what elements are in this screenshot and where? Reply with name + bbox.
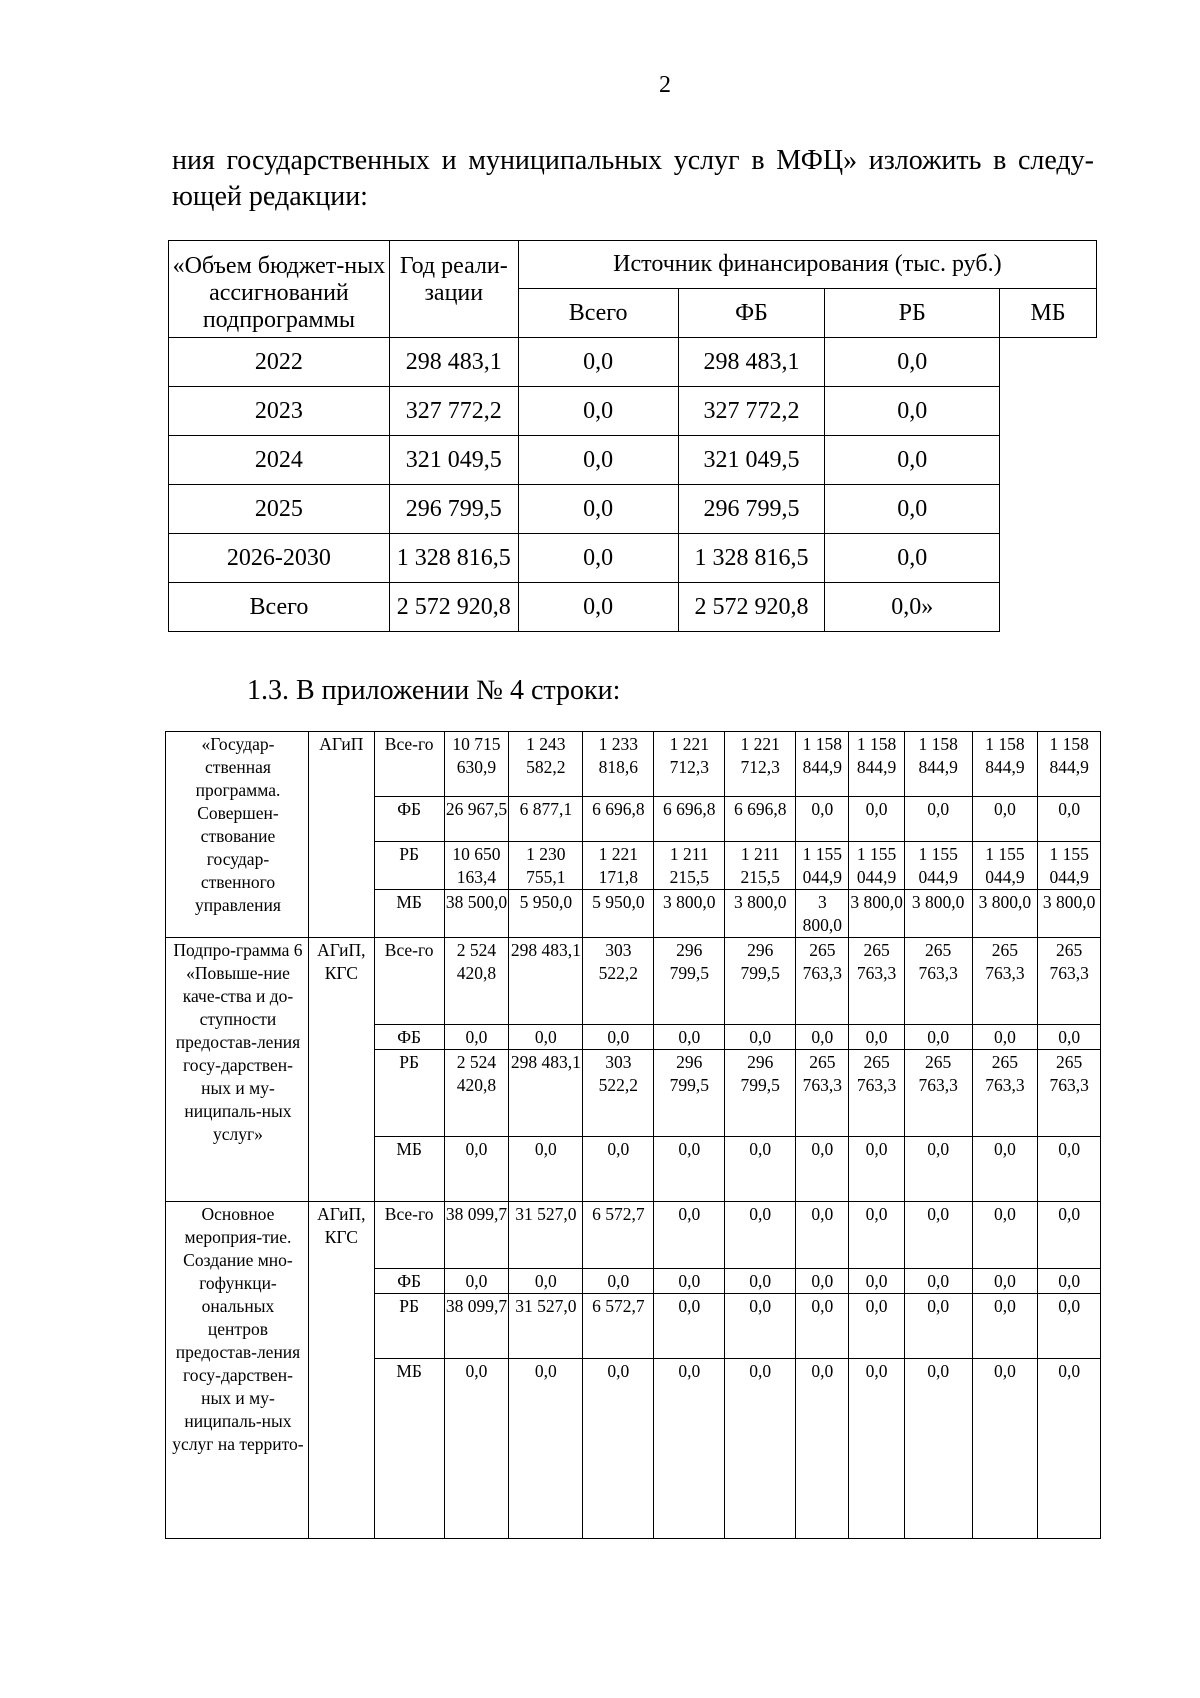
value-cell: 10 650 163,4 xyxy=(444,842,509,890)
value-cell: 0,0 xyxy=(972,1137,1038,1202)
value-cell: 6 572,7 xyxy=(583,1202,654,1269)
program-row xyxy=(166,732,1101,797)
program-name-cell: Подпро-грамма 6 «Повыше-ние каче-ства и до-ступности предостав-ления госу-дарствен-ных и му-ниципаль-ных услуг» xyxy=(166,938,309,1202)
value-cell: 3 800,0 xyxy=(849,890,904,938)
value-cell: 0,0 xyxy=(518,534,678,583)
value-cell: 1 158 844,9 xyxy=(849,732,904,797)
year-cell: 2024 xyxy=(169,436,390,485)
value-cell: 296 799,5 xyxy=(725,938,796,1025)
value-cell: 0,0 xyxy=(849,1025,904,1050)
value-cell: 0,0 xyxy=(1038,1137,1101,1202)
source-label-cell: МБ xyxy=(374,1359,444,1539)
value-cell: 38 099,7 xyxy=(444,1202,509,1269)
value-cell: 0,0 xyxy=(725,1269,796,1294)
value-cell: 3 800,0 xyxy=(972,890,1038,938)
source-label-cell: РБ xyxy=(374,1050,444,1137)
value-cell: 265 763,3 xyxy=(1038,1050,1101,1137)
value-cell: 0,0 xyxy=(796,1202,849,1269)
value-cell: 0,0 xyxy=(904,1025,972,1050)
value-cell: 0,0 xyxy=(825,387,1000,436)
value-cell: 0,0 xyxy=(1038,1202,1101,1269)
value-cell: 0,0 xyxy=(904,1137,972,1202)
value-cell: 0,0 xyxy=(654,1025,725,1050)
value-cell: 0,0 xyxy=(849,1202,904,1269)
value-cell: 1 158 844,9 xyxy=(972,732,1038,797)
value-cell: 0,0 xyxy=(654,1294,725,1359)
source-label-cell: МБ xyxy=(374,1137,444,1202)
value-cell: 1 230 755,1 xyxy=(509,842,583,890)
value-cell: 265 763,3 xyxy=(972,938,1038,1025)
value-cell: 265 763,3 xyxy=(796,1050,849,1137)
value-cell: 0,0 xyxy=(1038,1269,1101,1294)
value-cell: 0,0 xyxy=(518,387,678,436)
value-cell: 0,0 xyxy=(654,1137,725,1202)
source-label-cell: Все-го xyxy=(374,732,444,797)
value-cell: 26 967,5 xyxy=(444,797,509,842)
value-cell: 0,0 xyxy=(849,1294,904,1359)
value-cell: 0,0 xyxy=(972,1359,1038,1539)
value-cell: 298 483,1 xyxy=(509,1050,583,1137)
value-cell: 2 524 420,8 xyxy=(444,1050,509,1137)
executor-cell: АГиП xyxy=(308,732,374,938)
value-cell: 1 221 171,8 xyxy=(583,842,654,890)
year-header-cell: Год реали-зации xyxy=(389,241,518,338)
year-cell: 2025 xyxy=(169,485,390,534)
value-cell: 0,0 xyxy=(825,485,1000,534)
value-cell: 0,0 xyxy=(972,1294,1038,1359)
value-cell: 0,0 xyxy=(725,1137,796,1202)
value-cell: 265 763,3 xyxy=(904,938,972,1025)
budget-row xyxy=(169,387,1097,436)
value-cell: 2 524 420,8 xyxy=(444,938,509,1025)
value-cell: 0,0 xyxy=(725,1359,796,1539)
value-cell: 1 155 044,9 xyxy=(796,842,849,890)
program-row xyxy=(166,1202,1101,1269)
budget-row xyxy=(169,534,1097,583)
value-cell: 0,0 xyxy=(583,1025,654,1050)
value-cell: 0,0 xyxy=(796,797,849,842)
program-name-cell: «Государ-ственная программа. Совершен-ствование государ-ственного управления xyxy=(166,732,309,938)
source-label-cell: Все-го xyxy=(374,1202,444,1269)
value-cell: 327 772,2 xyxy=(678,387,825,436)
value-cell: 0,0 xyxy=(849,797,904,842)
value-cell: 0,0 xyxy=(849,1137,904,1202)
value-cell: 0,0 xyxy=(509,1025,583,1050)
value-cell: 321 049,5 xyxy=(389,436,518,485)
value-cell: 0,0 xyxy=(444,1359,509,1539)
value-cell: 3 800,0 xyxy=(654,890,725,938)
value-cell: 1 221 712,3 xyxy=(725,732,796,797)
value-cell: 303 522,2 xyxy=(583,938,654,1025)
value-cell: 0,0 xyxy=(796,1294,849,1359)
column-header: РБ xyxy=(825,289,1000,338)
value-cell: 1 155 044,9 xyxy=(1038,842,1101,890)
value-cell: 3 800,0 xyxy=(725,890,796,938)
value-cell: 0,0 xyxy=(725,1294,796,1359)
value-cell: 265 763,3 xyxy=(849,938,904,1025)
value-cell: 0,0 xyxy=(444,1025,509,1050)
value-cell: 0,0 xyxy=(972,797,1038,842)
value-cell: 0,0 xyxy=(796,1269,849,1294)
budget-row xyxy=(169,338,1097,387)
value-cell: 10 715 630,9 xyxy=(444,732,509,797)
value-cell: 0,0 xyxy=(654,1269,725,1294)
value-cell: 0,0 xyxy=(972,1025,1038,1050)
value-cell: 321 049,5 xyxy=(678,436,825,485)
value-cell: 1 211 215,5 xyxy=(654,842,725,890)
value-cell: 0,0 xyxy=(509,1359,583,1539)
value-cell: 303 522,2 xyxy=(583,1050,654,1137)
value-cell: 1 155 044,9 xyxy=(904,842,972,890)
value-cell: 2 572 920,8 xyxy=(678,583,825,632)
value-cell: 6 572,7 xyxy=(583,1294,654,1359)
value-cell: 0,0 xyxy=(725,1202,796,1269)
column-header: МБ xyxy=(1000,289,1097,338)
value-cell: 6 696,8 xyxy=(654,797,725,842)
value-cell: 0,0 xyxy=(904,797,972,842)
program-table xyxy=(165,731,1101,1539)
value-cell: 296 799,5 xyxy=(678,485,825,534)
value-cell: 1 158 844,9 xyxy=(1038,732,1101,797)
value-cell: 6 696,8 xyxy=(725,797,796,842)
value-cell: 0,0 xyxy=(849,1269,904,1294)
year-cell: 2023 xyxy=(169,387,390,436)
value-cell: 0,0» xyxy=(825,583,1000,632)
value-cell: 0,0 xyxy=(1038,797,1101,842)
value-cell: 0,0 xyxy=(796,1025,849,1050)
value-cell: 0,0 xyxy=(654,1202,725,1269)
budget-row xyxy=(169,583,1097,632)
value-cell: 38 500,0 xyxy=(444,890,509,938)
value-cell: 1 243 582,2 xyxy=(509,732,583,797)
value-cell: 0,0 xyxy=(825,436,1000,485)
program-name-cell: Основное мероприя-тие. Создание мно-гофункци-ональных центров предостав-ления госу-дарствен-ных и му-ниципаль-ных услуг на террито- xyxy=(166,1202,309,1539)
value-cell: 0,0 xyxy=(904,1359,972,1539)
column-header: Всего xyxy=(518,289,678,338)
row-header-cell: «Объем бюджет-ных ассигнований подпрограммы xyxy=(169,241,390,338)
value-cell: 0,0 xyxy=(444,1269,509,1294)
intro-line: ния государственных и муниципальных услуг в МФЦ» изложить в следу- xyxy=(172,145,1094,176)
source-header-cell: Источник финансирования (тыс. руб.) xyxy=(518,241,1096,289)
value-cell: 265 763,3 xyxy=(972,1050,1038,1137)
value-cell: 1 155 044,9 xyxy=(849,842,904,890)
page-number: 2 xyxy=(659,72,671,98)
value-cell: 3 800,0 xyxy=(796,890,849,938)
value-cell: 6 696,8 xyxy=(583,797,654,842)
year-cell: 2022 xyxy=(169,338,390,387)
value-cell: 0,0 xyxy=(904,1294,972,1359)
value-cell: 0,0 xyxy=(849,1359,904,1539)
source-label-cell: РБ xyxy=(374,842,444,890)
value-cell: 1 211 215,5 xyxy=(725,842,796,890)
value-cell: 296 799,5 xyxy=(654,1050,725,1137)
value-cell: 0,0 xyxy=(796,1137,849,1202)
value-cell: 0,0 xyxy=(825,534,1000,583)
value-cell: 0,0 xyxy=(509,1269,583,1294)
value-cell: 1 328 816,5 xyxy=(678,534,825,583)
value-cell: 0,0 xyxy=(518,338,678,387)
value-cell: 265 763,3 xyxy=(1038,938,1101,1025)
value-cell: 38 099,7 xyxy=(444,1294,509,1359)
year-cell: Всего xyxy=(169,583,390,632)
value-cell: 6 877,1 xyxy=(509,797,583,842)
source-label-cell: ФБ xyxy=(374,1025,444,1050)
value-cell: 0,0 xyxy=(904,1269,972,1294)
value-cell: 0,0 xyxy=(509,1137,583,1202)
value-cell: 298 483,1 xyxy=(389,338,518,387)
value-cell: 296 799,5 xyxy=(654,938,725,1025)
value-cell: 0,0 xyxy=(654,1359,725,1539)
value-cell: 1 233 818,6 xyxy=(583,732,654,797)
value-cell: 0,0 xyxy=(1038,1025,1101,1050)
value-cell: 5 950,0 xyxy=(509,890,583,938)
value-cell: 31 527,0 xyxy=(509,1294,583,1359)
value-cell: 31 527,0 xyxy=(509,1202,583,1269)
value-cell: 0,0 xyxy=(518,485,678,534)
source-label-cell: Все-го xyxy=(374,938,444,1025)
value-cell: 265 763,3 xyxy=(904,1050,972,1137)
value-cell: 296 799,5 xyxy=(725,1050,796,1137)
budget-table xyxy=(168,240,1097,632)
executor-cell: АГиП, КГС xyxy=(308,938,374,1202)
section-heading: 1.3. В приложении № 4 строки: xyxy=(247,675,621,706)
intro-line: ющей редакции: xyxy=(172,181,368,212)
value-cell: 5 950,0 xyxy=(583,890,654,938)
value-cell: 0,0 xyxy=(444,1137,509,1202)
source-label-cell: ФБ xyxy=(374,1269,444,1294)
value-cell: 1 328 816,5 xyxy=(389,534,518,583)
value-cell: 2 572 920,8 xyxy=(389,583,518,632)
value-cell: 0,0 xyxy=(518,583,678,632)
value-cell: 1 155 044,9 xyxy=(972,842,1038,890)
value-cell: 1 158 844,9 xyxy=(796,732,849,797)
value-cell: 265 763,3 xyxy=(796,938,849,1025)
column-header: ФБ xyxy=(678,289,825,338)
budget-row xyxy=(169,436,1097,485)
value-cell: 265 763,3 xyxy=(849,1050,904,1137)
source-label-cell: ФБ xyxy=(374,797,444,842)
source-label-cell: РБ xyxy=(374,1294,444,1359)
year-cell: 2026-2030 xyxy=(169,534,390,583)
value-cell: 1 221 712,3 xyxy=(654,732,725,797)
value-cell: 3 800,0 xyxy=(1038,890,1101,938)
value-cell: 0,0 xyxy=(904,1202,972,1269)
value-cell: 0,0 xyxy=(1038,1294,1101,1359)
value-cell: 0,0 xyxy=(972,1202,1038,1269)
value-cell: 0,0 xyxy=(725,1025,796,1050)
intro-paragraph xyxy=(172,143,1094,215)
value-cell: 0,0 xyxy=(825,338,1000,387)
budget-row xyxy=(169,485,1097,534)
value-cell: 296 799,5 xyxy=(389,485,518,534)
value-cell: 0,0 xyxy=(972,1269,1038,1294)
executor-cell: АГиП, КГС xyxy=(308,1202,374,1539)
source-label-cell: МБ xyxy=(374,890,444,938)
value-cell: 327 772,2 xyxy=(389,387,518,436)
value-cell: 1 158 844,9 xyxy=(904,732,972,797)
value-cell: 0,0 xyxy=(583,1359,654,1539)
value-cell: 0,0 xyxy=(518,436,678,485)
value-cell: 0,0 xyxy=(583,1269,654,1294)
value-cell: 0,0 xyxy=(583,1137,654,1202)
value-cell: 298 483,1 xyxy=(509,938,583,1025)
value-cell: 0,0 xyxy=(796,1359,849,1539)
value-cell: 3 800,0 xyxy=(904,890,972,938)
program-row xyxy=(166,938,1101,1025)
value-cell: 0,0 xyxy=(1038,1359,1101,1539)
value-cell: 298 483,1 xyxy=(678,338,825,387)
